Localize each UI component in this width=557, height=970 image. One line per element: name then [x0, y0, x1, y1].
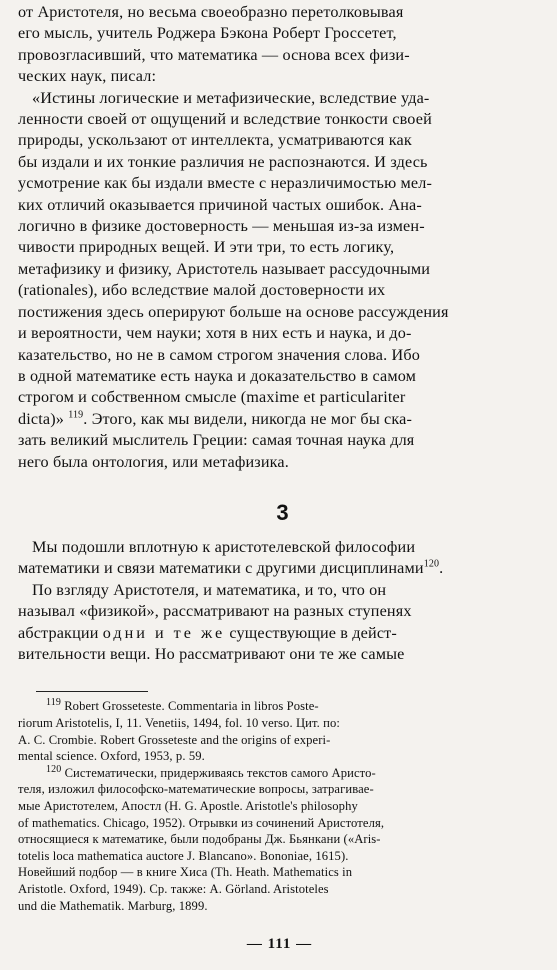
text-line: вительности вещи. Но рассматривают они те же самые: [18, 644, 405, 663]
footnote-text: Robert Grosseteste. Commentaria in libros Poste-: [64, 699, 319, 714]
footnote-ref-119[interactable]: 119: [68, 409, 84, 421]
footnote-line: [18, 698, 541, 715]
footnote-line: теля, изложил философско-математические вопросы, затрагивае-: [18, 782, 374, 797]
footnote-line: und die Mathematik. Marburg, 1899.: [18, 898, 208, 913]
text-line: в одной математике есть наука и доказательство в самом: [18, 366, 417, 385]
footnote-line: of mathematics. Chicago, 1952). Отрывки из сочинений Аристотеля,: [18, 815, 385, 830]
emphasized-text: одни и те же: [102, 623, 226, 642]
text-line: от Аристотеля, но весьма своеобразно перетолковывая: [18, 3, 404, 21]
text-line: постижения здесь оперируют больше на основе рассуждения: [18, 302, 449, 321]
page-number: — 111 —: [246, 936, 313, 953]
quotation-block: [18, 88, 541, 473]
text-line: усмотрение как бы издали вместе с неразличимостью мел-: [18, 174, 433, 193]
text-line: него была онтология, или метафизика.: [18, 452, 289, 471]
footnote-divider: [36, 691, 148, 692]
footnote-119: [18, 698, 541, 764]
text-line: «Истины логические и метафизические, вследствие уда-: [32, 88, 430, 107]
text-line: природы, ускользают от интеллекта, усматриваются как: [18, 131, 412, 150]
text-line: логично в физике достоверность — меньшая из-за измен-: [18, 217, 425, 236]
footnote-line: мые Аристотелем, Апостл (H. G. Apostle. Aristotle's philosophy: [18, 798, 358, 813]
footnote-line: Aristotle. Oxford, 1949). Ср. также: A. Görland. Aristoteles: [18, 881, 329, 896]
footnote-line: mental science. Oxford, 1953, p. 59.: [18, 749, 205, 764]
text-line: чивости природных вещей. И эти три, то есть логику,: [18, 238, 395, 257]
text-line: Мы подошли вплотную к аристотелевской философии: [32, 537, 416, 556]
quote-end-text: dicta)»: [18, 409, 64, 428]
footnote-number: 120: [46, 764, 62, 775]
footnote-line: riorum Aristotelis, I, 11. Venetiis, 1494, fol. 10 verso. Цит. по:: [18, 715, 340, 730]
footnote-text: Систематически, придерживаясь текстов самого Аристо-: [64, 765, 376, 780]
text-line: и вероятности, чем науки; хотя в них есть и наука, и до-: [18, 324, 412, 343]
paragraph-intro: [18, 2, 541, 88]
text-line: метафизику и физику, Аристотель называет рассудочными: [18, 259, 431, 278]
footnote-line: относящиеся к математике, были подобраны Дж. Бьянкани («Aris-: [18, 832, 381, 847]
footnote-line: totelis loca mathematica auctore J. Blancano». Bononiae, 1615).: [18, 848, 349, 863]
text-line: По взгляду Аристотеля, и математика, и то, что он: [32, 580, 387, 599]
text-line: провозгласивший, что математика — основа всех физи-: [18, 45, 410, 64]
text-line: его мысль, учитель Роджера Бэкона Роберт Гроссетет,: [18, 24, 397, 43]
paragraph-main: [18, 580, 541, 666]
footnote-120: [18, 765, 541, 914]
footnote-line: A. C. Crombie. Robert Grosseteste and the origins of experi-: [18, 732, 331, 747]
footnote-line: [18, 765, 541, 782]
text-line: [18, 623, 541, 644]
footnote-number: 119: [46, 698, 61, 709]
footnote-line: Новейший подбор — в книге Хиса (Th. Heath. Mathematics in: [18, 865, 353, 880]
text-line: ленности своей от ощущений и вследствие тонкости своей: [18, 110, 432, 129]
text-continuation: . Этого, как мы видели, никогда не мог бы ска-: [83, 409, 413, 428]
text-segment: существующие в дейст-: [229, 623, 397, 642]
section-number: 3: [276, 499, 289, 525]
text-line: ких отличий оказывается причиной частых ошибок. Ана-: [18, 195, 422, 214]
text-line: строгом и собственном смысле (maxime et particulariter: [18, 388, 406, 407]
text-line: называл «физикой», рассматривают на разных ступенях: [18, 602, 412, 621]
footnote-ref-120[interactable]: 120: [423, 558, 440, 570]
text-line: зать великий мыслитель Греции: самая точная наука для: [18, 431, 415, 450]
footnotes: [18, 698, 541, 914]
text-segment: абстракции: [18, 623, 99, 642]
text-line: [18, 409, 541, 430]
text-line: ческих наук, писал:: [18, 67, 157, 86]
text-segment: математики и связи математики с другими дисциплинами: [18, 559, 424, 578]
text-line: (rationales), ибо вследствие малой достоверности их: [18, 281, 386, 300]
paragraph-section-lead: [18, 537, 541, 580]
text-line: [18, 558, 541, 579]
text-line: казательство, но не в самом строгом значения слова. Ибо: [18, 345, 420, 364]
text-line: бы издали и их тонкие различия не распознаются. И здесь: [18, 152, 428, 171]
text-segment: .: [439, 559, 444, 578]
